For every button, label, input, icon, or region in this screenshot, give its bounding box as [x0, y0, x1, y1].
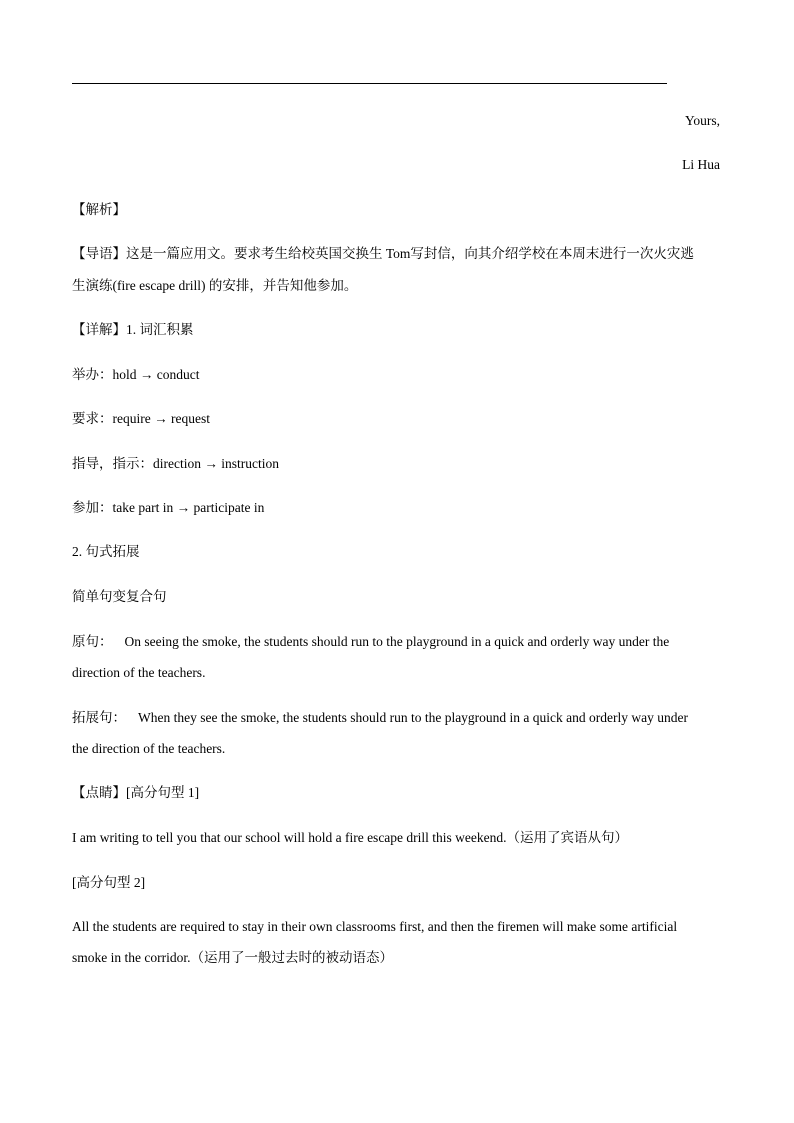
section-2-heading: 2. 句式拓展 — [72, 544, 140, 559]
analysis-heading: 【解析】 — [72, 202, 126, 217]
vocab-item: 参加：take part in → participate in — [72, 500, 265, 515]
highlight-sentence-2-line-2: smoke in the corridor.（运用了一般过去时的被动语态） — [72, 950, 393, 965]
expanded-sentence-line-2: the direction of the teachers. — [72, 741, 226, 756]
closing-yours: Yours, — [684, 113, 720, 128]
expanded-sentence-line-1 — [72, 709, 688, 727]
original-sentence-text: On seeing the smoke, the students should run to the playground in a quick and orderly way under the — [124, 634, 670, 649]
detail-heading: 【详解】1. 词汇积累 — [72, 322, 194, 337]
expanded-label: 拓展句： — [72, 710, 126, 725]
original-sentence-line-1 — [72, 633, 669, 651]
highlight-sentence-2-line-1: All the students are required to stay in their own classrooms first, and then the firemen will make some artificial — [72, 919, 678, 934]
original-label: 原句： — [72, 634, 113, 649]
pattern-2-heading: [高分句型 2] — [72, 875, 146, 890]
original-sentence-line-2: direction of the teachers. — [72, 665, 206, 680]
vocab-item: 指导，指示：direction → instruction — [72, 456, 279, 471]
expanded-sentence-text: When they see the smoke, the students should run to the playground in a quick and orderly way under — [138, 710, 688, 725]
closing-signature: Li Hua — [682, 157, 720, 172]
vocab-item: 要求：require → request — [72, 411, 210, 426]
sentence-subheading: 简单句变复合句 — [72, 589, 167, 604]
guide-paragraph-line-2: 生演练(fire escape drill) 的安排，并告知他参加。 — [72, 278, 358, 293]
highlight-sentence-1: I am writing to tell you that our school will hold a fire escape drill this weekend.（运用了宾语从句） — [72, 830, 629, 845]
answer-blank-line — [72, 83, 667, 84]
highlight-heading: 【点睛】[高分句型 1] — [72, 785, 200, 800]
guide-paragraph-line-1: 【导语】这是一篇应用文。要求考生给校英国交换生 Tom写封信，向其介绍学校在本周末进行一次火灾逃 — [72, 246, 694, 261]
vocab-item: 举办：hold → conduct — [72, 367, 200, 382]
